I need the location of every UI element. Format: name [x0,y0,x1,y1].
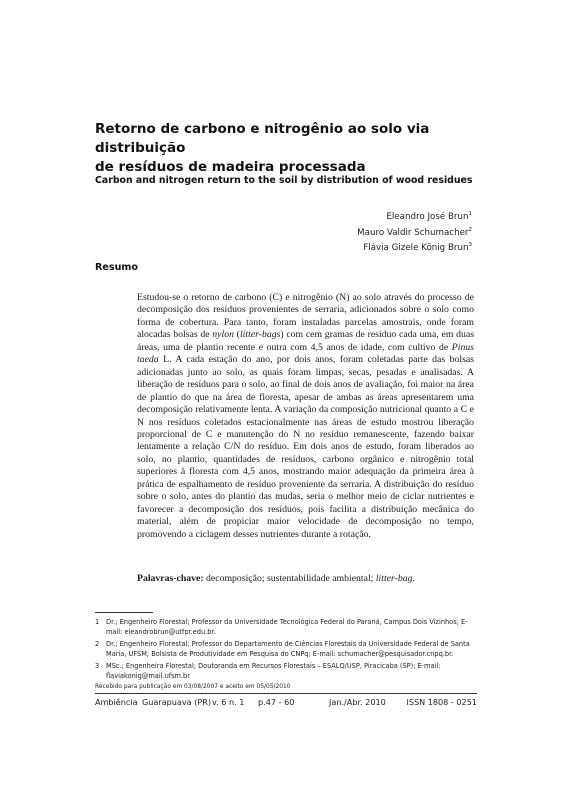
page-range: p.47 - 60 [258,697,295,707]
journal-volume: v. 6 n. 1 [212,697,245,707]
article-title-line-2: de resíduos de madeira processada [95,159,366,175]
issue-date: Jan./Abr. 2010 [329,697,386,707]
author: Eleandro José Brun$^1$ [386,211,472,222]
keywords-label: Palavras-chave: [137,573,204,584]
author: Mauro Valdir Schumacher$^2$ [357,226,472,238]
author-list [357,208,472,255]
abstract-body: Estudou-se o retorno de carbono (C) e nitrogênio (N) ao solo através do processo de decomposição dos resíduos provenientes de serraria, adicionados sobre o solo como forma de cobertura. Para tanto, foram instaladas parcelas amostrais, onde foram alocadas bolsas de nylon (litter-bags) com cem gramas de resíduo cada uma, em duas áreas, uma de plantio recente e outra com 4,5 anos de idade, com cultivo de Pinus taeda L. A cada estação do ano, por dois anos, foram coletadas parte das bolsas adicionadas junto ao solo, as quais foram limpas, secas, pesadas e analisadas. A liberação de resíduos para o solo, ao final de dois anos de avaliação, foi maior na área de plantio do que na área de floresta, apesar de ambas as áreas apresentarem uma decomposição relativamente lenta. A variação da composição nutricional quanto a C e N nos resíduos coletados estacionalmente nas áreas de estudo mostrou liberação proporcional de C e manutenção do N no resíduo remanescente, fazendo baixar lentamente a relação C/N do resíduo. Em dois anos de estudo, foram liberados ao solo, no plantio, quantidades de resíduos, carbono orgânico e nitrogênio total superiores à floresta com 4,5 anos, mostrando maior adequação da primeira área à prática de espalhamento de resíduo proveniente da serraria. A distribuição do resíduo sobre o solo, antes do plantio das mudas, seria o melhor meio de ciclar nutrientes e favorecer a decomposição dos resíduos, pois facilita a distribuição mecânica do material, além de propiciar maior velocidade de decomposição no tempo, promovendo a ciclagem desses nutrientes durante a rotação. [137,292,474,540]
abstract-heading: Resumo [95,262,139,273]
article-title [95,120,495,177]
article-english-title: Carbon and nitrogen return to the soil by distribution of wood residues [95,175,473,186]
received-date-note: Recebido para publicação em 03/08/2007 e aceito em 05/05/2010 [95,684,291,690]
journal-city: Guarapuava (PR) [142,697,212,707]
footnote-divider [95,612,153,613]
page-footer [95,697,477,707]
issn: ISSN 1808 - 0251 [406,697,477,707]
footnotes [95,618,477,685]
article-title-line-1: Retorno de carbono e nitrogênio ao solo via distribuição [95,121,430,156]
keywords: Palavras-chave: decomposição; sustentabilidade ambiental; litter-bag. [137,573,415,584]
footer-divider [95,693,477,694]
footnote: 2 Dr.; Engenheiro Florestal; Professor do Departamento de Ciências Florestais da Universidade Federal de Santa Maria, UFSM; Bolsista de Produtividade em Pesquisa do CNPq; E-mail: schumacher@pesquisador.cnpq.br. [95,640,470,658]
footnote: 1 Dr.; Engenheiro Florestal; Professor da Universidade Tecnológica Federal do Paraná, Campus Dois Vizinhos; E-mail: eleandrobrun@utfpr.edu.br. [95,618,468,636]
author: Flávia Gizele König Brun$^3$ [363,242,472,254]
footnote: 3 MSc.; Engenheira Florestal; Doutoranda em Recursos Florestais – ESALQ/USP, Piracicaba (SP); E-mail: flaviakonig@mail.ufsm.br [95,662,441,680]
journal-name: Ambiência [95,697,138,707]
